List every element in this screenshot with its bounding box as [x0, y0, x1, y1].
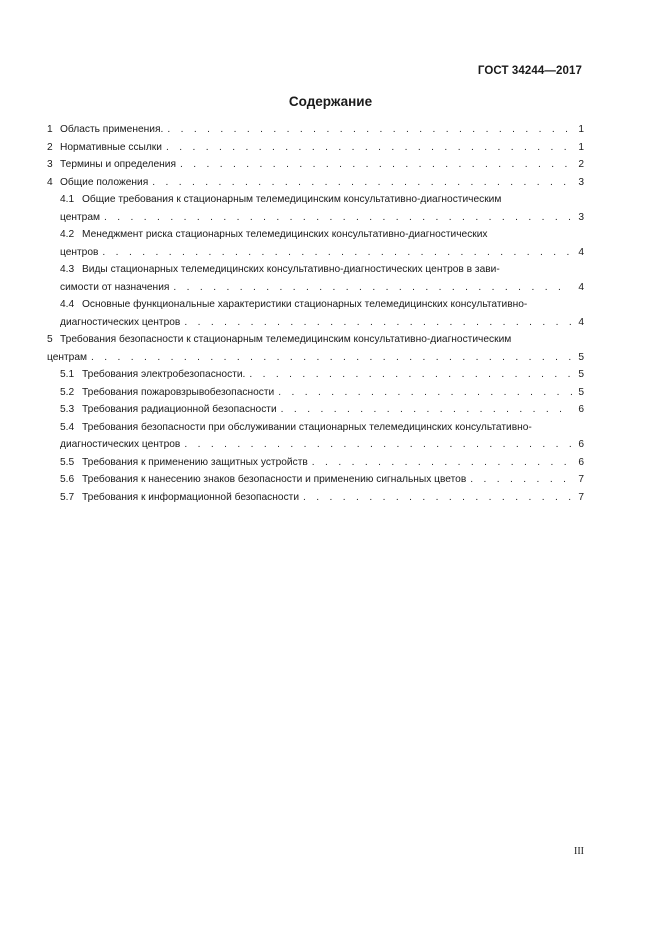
toc-entry-number: 1 [47, 124, 53, 135]
toc-entry-title: Менеджмент риска стационарных телемедицинских консультативно-диагностических [82, 229, 488, 240]
toc-leader-dots [184, 436, 572, 454]
toc-entry-number: 4.4 [60, 299, 75, 310]
toc-entry-number: 4.1 [60, 194, 75, 205]
toc-entry [47, 156, 584, 174]
toc-entry [47, 191, 584, 226]
toc-leader-dots [91, 349, 572, 367]
toc-entry-number: 5.6 [60, 474, 75, 485]
toc-entry-page: 6 [578, 456, 584, 468]
toc-entry-title: Общие положения [60, 176, 149, 188]
table-of-contents [47, 121, 584, 506]
toc-entry-text [60, 194, 501, 205]
toc-entry-title: Требования электробезопасности. [82, 369, 246, 380]
toc-entry-number: 4.2 [60, 229, 75, 240]
toc-entry-title: Область применения. [60, 124, 164, 135]
toc-entry-line [47, 121, 584, 139]
toc-entry-text [60, 454, 308, 472]
toc-entry-title: диагностических центров [60, 439, 181, 450]
toc-entry [47, 401, 584, 419]
toc-entry-line [60, 489, 584, 507]
toc-entry-text [60, 489, 299, 507]
toc-entry [47, 296, 584, 331]
toc-entry-number: 5.3 [60, 404, 75, 415]
toc-leader-dots [173, 279, 572, 297]
toc-leader-dots [278, 384, 572, 402]
toc-entry-line [60, 384, 584, 402]
toc-entry-page: 7 [578, 474, 584, 485]
toc-entry [47, 384, 584, 402]
toc-entry-line [60, 471, 584, 489]
toc-entry-title: диагностических центров [60, 316, 181, 328]
toc-entry-title: Требования радиационной безопасности [82, 404, 277, 415]
toc-entry-text [60, 279, 169, 297]
toc-entry [47, 419, 584, 454]
toc-entry-number: 4 [47, 176, 53, 188]
page-number: III [574, 846, 584, 857]
toc-entry-line [60, 401, 584, 419]
toc-entry-text [47, 139, 162, 157]
toc-entry-number: 5.1 [60, 369, 75, 380]
toc-entry [47, 489, 584, 507]
toc-entry-text [60, 299, 527, 310]
toc-leader-dots [180, 156, 572, 174]
toc-entry-title: Общие требования к стационарным телемедицинским консультативно-диагностическим [82, 194, 502, 205]
toc-entry-line [60, 419, 584, 437]
toc-entry-number: 5.5 [60, 456, 75, 468]
toc-leader-dots [303, 489, 572, 507]
toc-leader-dots [281, 401, 572, 419]
toc-entry-line [60, 261, 584, 279]
toc-entry-text [60, 366, 245, 384]
toc-entry-title: Требования безопасности при обслуживании стационарных телемедицинских консультативно- [82, 421, 532, 433]
toc-entry-page: 3 [578, 176, 584, 188]
toc-entry-page: 6 [578, 404, 584, 415]
toc-entry [47, 261, 584, 296]
toc-entry-text [60, 264, 500, 275]
toc-entry [47, 174, 584, 192]
toc-entry-line [47, 349, 584, 367]
toc-entry-page: 7 [578, 491, 584, 503]
toc-entry-title: симости от назначения [60, 281, 170, 293]
toc-entry-line [60, 226, 584, 244]
toc-entry-title: Нормативные ссылки [60, 141, 162, 153]
toc-entry-text [60, 229, 488, 240]
toc-entry-page: 2 [578, 159, 584, 170]
toc-entry-page: 4 [578, 316, 584, 328]
toc-entry-line [60, 296, 584, 314]
toc-entry-number: 5.7 [60, 491, 75, 503]
toc-entry-line [60, 191, 584, 209]
toc-entry-number: 5.2 [60, 386, 75, 398]
toc-entry [47, 366, 584, 384]
toc-entry-title: центрам [60, 211, 101, 223]
toc-entry-number: 4.3 [60, 264, 75, 275]
toc-entry-line [47, 139, 584, 157]
toc-entry-title: Требования безопасности к стационарным телемедицинским консультативно-диагностическим [60, 334, 512, 345]
toc-entry-line [47, 156, 584, 174]
toc-entry-page: 3 [578, 211, 584, 223]
toc-entry-page: 5 [578, 351, 584, 363]
document-code: ГОСТ 34244—2017 [477, 65, 582, 77]
toc-leader-dots [104, 209, 572, 227]
toc-leader-dots [249, 366, 572, 384]
toc-entry-page: 4 [578, 246, 584, 258]
toc-entry-line [60, 436, 584, 454]
toc-entry-line [60, 209, 584, 227]
toc-entry [47, 121, 584, 139]
toc-entry-line [60, 454, 584, 472]
toc-entry [47, 226, 584, 261]
toc-entry-line [47, 174, 584, 192]
toc-entry [47, 331, 584, 366]
toc-entry-line [60, 279, 584, 297]
toc-leader-dots [470, 471, 572, 489]
toc-entry-text [47, 156, 176, 174]
toc-entry-title: Требования пожаровзрывобезопасности [82, 386, 275, 398]
toc-entry-title: Требования к применению защитных устройств [82, 456, 308, 468]
toc-entry-number: 5.4 [60, 421, 75, 433]
toc-entry-page: 1 [578, 124, 584, 135]
toc-leader-dots [166, 139, 572, 157]
toc-entry-title: Виды стационарных телемедицинских консультативно-диагностических центров в зави- [82, 264, 500, 275]
toc-leader-dots [184, 314, 572, 332]
toc-entry [47, 471, 584, 489]
toc-entry-page: 5 [578, 369, 584, 380]
toc-entry-title: центрам [47, 351, 88, 363]
toc-entry-text [60, 244, 98, 262]
toc-entry-text [60, 314, 180, 332]
toc-entry-title: Требования к нанесению знаков безопасности и применению сигнальных цветов [82, 474, 467, 485]
toc-entry-title: Основные функциональные характеристики стационарных телемедицинских консультативно- [82, 299, 528, 310]
toc-entry-text [60, 436, 180, 454]
toc-entry [47, 139, 584, 157]
toc-leader-dots [102, 244, 572, 262]
toc-entry-page: 4 [578, 281, 584, 293]
toc-entry-number: 2 [47, 141, 53, 153]
toc-entry-title: Термины и определения [60, 159, 176, 170]
toc-leader-dots [167, 121, 572, 139]
toc-entry-text [60, 471, 466, 489]
toc-entry-page: 1 [578, 141, 584, 153]
toc-entry-text [47, 174, 148, 192]
toc-entry-page: 6 [578, 439, 584, 450]
toc-entry-title: центров [60, 246, 99, 258]
toc-entry-title: Требования к информационной безопасности [82, 491, 300, 503]
toc-entry-text [60, 401, 277, 419]
toc-entry-text [47, 349, 87, 367]
toc-leader-dots [312, 454, 572, 472]
toc-entry-text [60, 422, 532, 433]
toc-title: Содержание [288, 94, 373, 109]
toc-entry-line [60, 366, 584, 384]
toc-entry-text [60, 209, 100, 227]
toc-entry-line [60, 244, 584, 262]
toc-entry-number: 5 [47, 334, 53, 345]
toc-entry-line [60, 314, 584, 332]
toc-entry-line [47, 331, 584, 349]
toc-leader-dots [152, 174, 572, 192]
toc-entry-text [47, 121, 163, 139]
toc-entry-page: 5 [578, 386, 584, 398]
toc-entry [47, 454, 584, 472]
toc-entry-text [47, 334, 511, 345]
toc-entry-text [60, 384, 274, 402]
toc-entry-number: 3 [47, 159, 53, 170]
